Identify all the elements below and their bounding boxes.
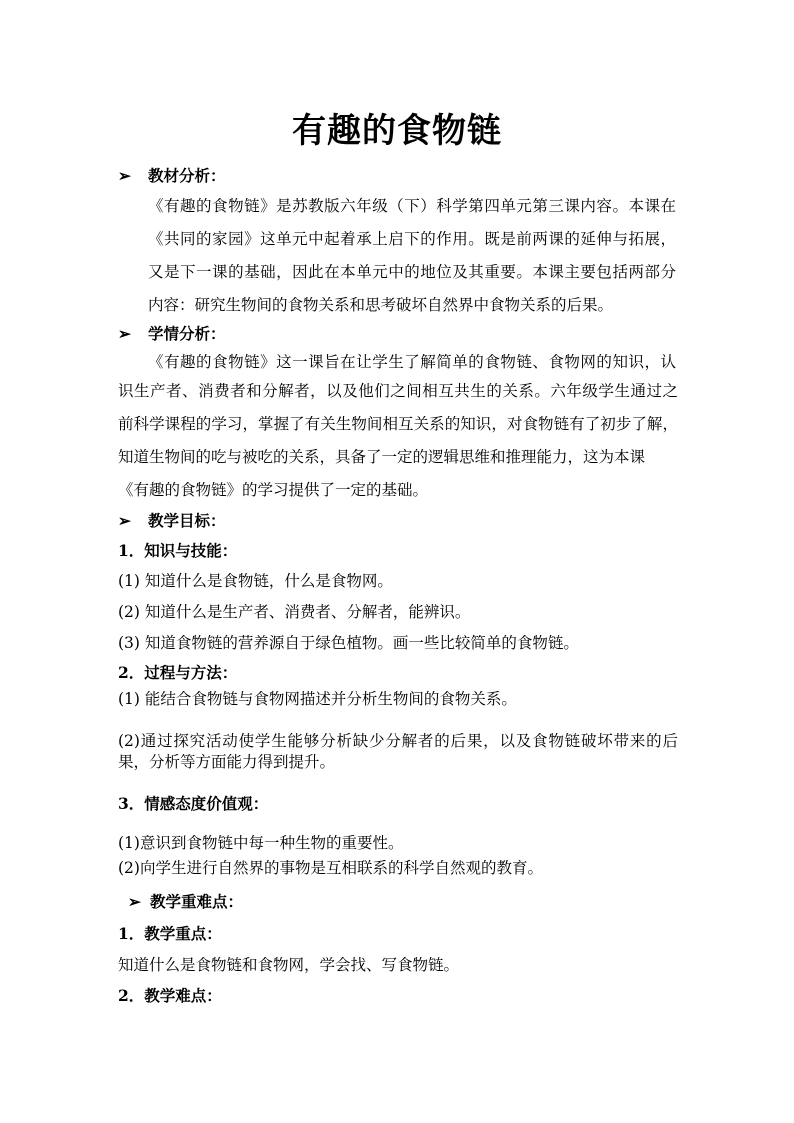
- section-heading-material: ➢ 教材分析：: [118, 166, 226, 185]
- section-heading-goals: ➢ 教学目标：: [118, 511, 226, 530]
- list-item: (2)向学生进行自然界的事物是互相联系的科学自然观的教育。: [118, 859, 543, 877]
- subheading-focus: 1．教学重点：: [118, 924, 222, 943]
- section-heading-students: ➢ 学情分析：: [118, 324, 226, 343]
- list-item: 果，分析等方面能力得到提升。: [118, 753, 336, 771]
- list-item: (2) 知道什么是生产者、消费者、分解者，能辨识。: [118, 603, 471, 621]
- paragraph-line: 识生产者、消费者和分解者，以及他们之间相互共生的关系。六年级学生通过之: [118, 382, 678, 400]
- paragraph-line: 《共同的家园》这单元中起着承上启下的作用。既是前两课的延伸与拓展，: [148, 230, 676, 248]
- paragraph-line: 内容：研究生物间的食物关系和思考破坏自然界中食物关系的后果。: [148, 296, 614, 314]
- subheading-emotion: 3．情感态度价值观：: [118, 794, 269, 813]
- arrow-bullet-icon: ➢: [118, 511, 131, 530]
- paragraph-line: 《有趣的食物链》这一课旨在让学生了解简单的食物链、食物网的知识，认: [148, 353, 676, 371]
- list-item: (1) 能结合食物链与食物网描述并分析生物间的食物关系。: [118, 690, 517, 708]
- list-item: (2)通过探究活动使学生能够分析缺少分解者的后果，以及食物链破坏带来的后: [118, 732, 678, 750]
- arrow-bullet-icon: ➢: [118, 324, 131, 343]
- paragraph-line: 《有趣的食物链》的学习提供了一定的基础。: [118, 481, 429, 499]
- list-item: (1) 知道什么是食物链，什么是食物网。: [118, 572, 393, 590]
- document-title: 有趣的食物链: [292, 111, 502, 151]
- arrow-bullet-icon: ➢: [118, 166, 131, 185]
- subheading-knowledge: 1．知识与技能：: [118, 541, 238, 560]
- list-item: (3) 知道食物链的营养源自于绿色植物。画一些比较简单的食物链。: [118, 634, 579, 652]
- paragraph-line: 知道什么是食物链和食物网，学会找、写食物链。: [118, 956, 460, 974]
- list-item: (1)意识到食物链中每一种生物的重要性。: [118, 834, 404, 852]
- paragraph-line: 《有趣的食物链》是苏教版六年级（下）科学第四单元第三课内容。本课在: [148, 197, 676, 215]
- paragraph-line: 又是下一课的基础，因此在本单元中的地位及其重要。本课主要包括两部分: [148, 263, 676, 281]
- subheading-difficulty: 2．教学难点：: [118, 986, 222, 1005]
- paragraph-line: 知道生物间的吃与被吃的关系，具备了一定的逻辑思维和推理能力，这为本课: [118, 448, 646, 466]
- subheading-process: 2．过程与方法：: [118, 663, 238, 682]
- section-heading-keypoints: ➢ 教学重难点：: [128, 892, 244, 911]
- paragraph-line: 前科学课程的学习，掌握了有关生物间相互关系的知识，对食物链有了初步了解，: [118, 415, 678, 433]
- arrow-bullet-icon: ➢: [128, 892, 141, 911]
